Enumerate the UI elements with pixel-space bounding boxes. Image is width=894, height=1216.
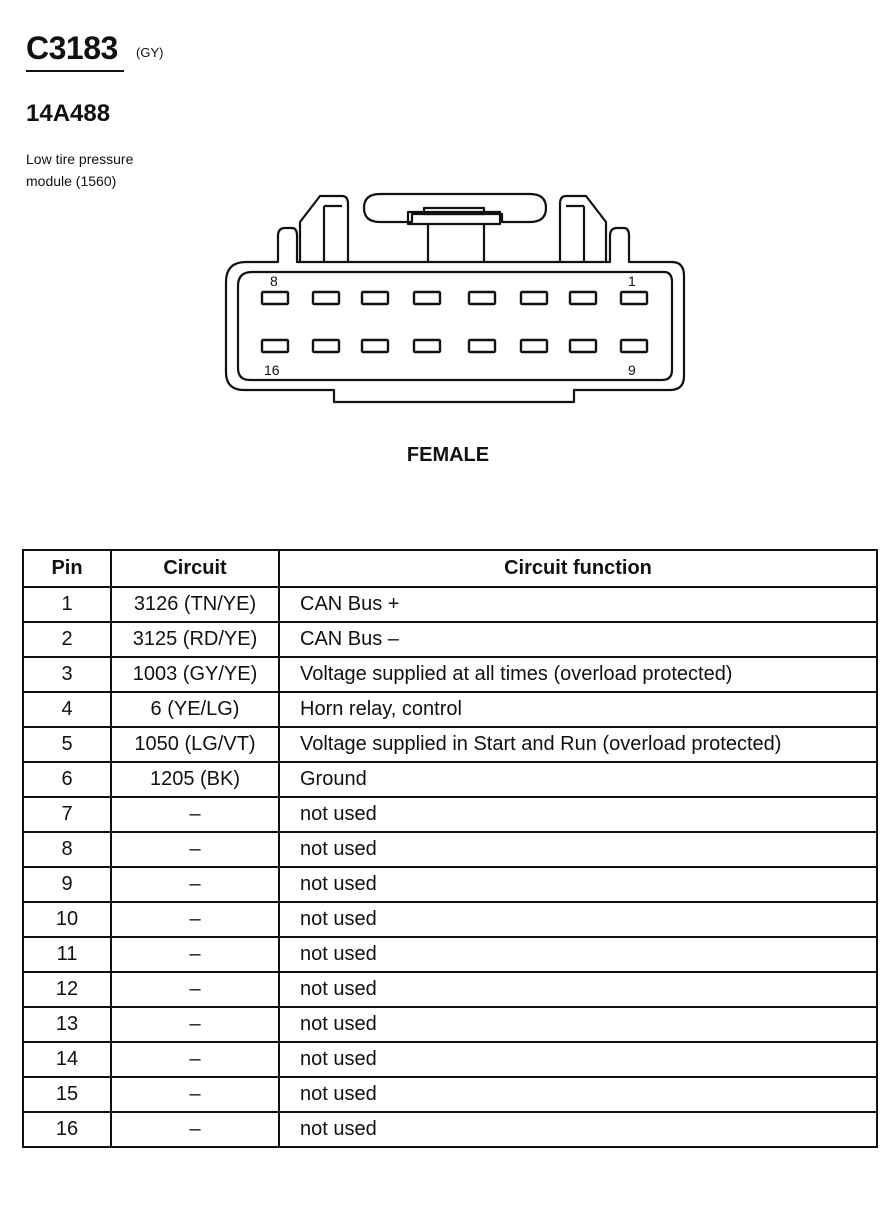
table-header-row xyxy=(23,550,877,587)
pin-cell: 4 xyxy=(23,692,111,727)
pin-cell: 16 xyxy=(23,1112,111,1147)
circuit-cell: 1205 (BK) xyxy=(111,762,279,797)
function-cell: Voltage supplied in Start and Run (overload protected) xyxy=(279,727,877,762)
circuit-cell: – xyxy=(111,972,279,1007)
function-cell: Ground xyxy=(279,762,877,797)
function-cell: not used xyxy=(279,797,877,832)
pin-cavity-11 xyxy=(521,340,547,352)
table-row xyxy=(23,1112,877,1147)
header-pin: Pin xyxy=(23,550,111,587)
module-description-line1: Low tire pressure xyxy=(26,151,134,167)
circuit-cell: 6 (YE/LG) xyxy=(111,692,279,727)
pin-cell: 5 xyxy=(23,727,111,762)
pin-cell: 13 xyxy=(23,1007,111,1042)
circuit-cell: – xyxy=(111,1007,279,1042)
table-row xyxy=(23,797,877,832)
pin-cell: 1 xyxy=(23,587,111,622)
function-cell: not used xyxy=(279,1077,877,1112)
circuit-cell: 1050 (LG/VT) xyxy=(111,727,279,762)
function-cell: not used xyxy=(279,1112,877,1147)
table-row xyxy=(23,937,877,972)
pin-cell: 15 xyxy=(23,1077,111,1112)
function-cell: Horn relay, control xyxy=(279,692,877,727)
circuit-cell: – xyxy=(111,937,279,972)
circuit-cell: – xyxy=(111,1042,279,1077)
pin-label-8: 8 xyxy=(270,273,278,289)
table-row xyxy=(23,587,877,622)
pin-cavity-13 xyxy=(414,340,440,352)
circuit-cell: 1003 (GY/YE) xyxy=(111,657,279,692)
pin-cell: 3 xyxy=(23,657,111,692)
pin-cell: 10 xyxy=(23,902,111,937)
pin-cavity-16 xyxy=(262,340,288,352)
function-cell: not used xyxy=(279,867,877,902)
module-description-line2: module (1560) xyxy=(26,173,117,189)
pin-cavity-9 xyxy=(621,340,647,352)
pin-cavity-6 xyxy=(362,292,388,304)
pin-cavity-15 xyxy=(313,340,339,352)
pin-cavity-10 xyxy=(570,340,596,352)
circuit-cell: – xyxy=(111,832,279,867)
pin-cavity-7 xyxy=(313,292,339,304)
table-row xyxy=(23,762,877,797)
connector-id: C3183 xyxy=(26,30,118,66)
gender-label: FEMALE xyxy=(406,444,490,466)
circuit-cell: – xyxy=(111,867,279,902)
pin-cavity-8 xyxy=(262,292,288,304)
pin-table xyxy=(22,549,878,1148)
pin-cell: 8 xyxy=(23,832,111,867)
table-row xyxy=(23,727,877,762)
circuit-cell: – xyxy=(111,1112,279,1147)
pin-cell: 9 xyxy=(23,867,111,902)
pin-cell: 6 xyxy=(23,762,111,797)
table-row xyxy=(23,692,877,727)
circuit-cell: – xyxy=(111,797,279,832)
pin-cavities xyxy=(262,292,647,352)
table-row xyxy=(23,972,877,1007)
function-cell: not used xyxy=(279,1007,877,1042)
pin-cell: 7 xyxy=(23,797,111,832)
table-row xyxy=(23,1077,877,1112)
table-row xyxy=(23,1042,877,1077)
header-function: Circuit function xyxy=(279,550,877,587)
pin-cavity-2 xyxy=(570,292,596,304)
connector-housing xyxy=(226,228,684,402)
table-row xyxy=(23,622,877,657)
pin-label-9: 9 xyxy=(628,362,636,378)
function-cell: not used xyxy=(279,902,877,937)
function-cell: not used xyxy=(279,832,877,867)
connector-color: (GY) xyxy=(136,45,164,60)
pin-cell: 11 xyxy=(23,937,111,972)
function-cell: CAN Bus – xyxy=(279,622,877,657)
pin-cavity-1 xyxy=(621,292,647,304)
circuit-cell: – xyxy=(111,902,279,937)
function-cell: Voltage supplied at all times (overload protected) xyxy=(279,657,877,692)
pin-cavity-5 xyxy=(414,292,440,304)
table-row xyxy=(23,867,877,902)
function-cell: CAN Bus + xyxy=(279,587,877,622)
table-row xyxy=(23,657,877,692)
header-circuit: Circuit xyxy=(111,550,279,587)
connector-face-diagram xyxy=(0,0,894,480)
pin-cavity-14 xyxy=(362,340,388,352)
connector-inner-face xyxy=(238,272,672,380)
pin-label-1: 1 xyxy=(628,273,636,289)
pin-cavity-4 xyxy=(469,292,495,304)
center-key xyxy=(428,224,484,262)
table-row xyxy=(23,1007,877,1042)
pin-cell: 14 xyxy=(23,1042,111,1077)
pin-cavity-3 xyxy=(521,292,547,304)
circuit-cell: 3125 (RD/YE) xyxy=(111,622,279,657)
table-row xyxy=(23,902,877,937)
pin-cell: 2 xyxy=(23,622,111,657)
pin-cell: 12 xyxy=(23,972,111,1007)
pin-label-16: 16 xyxy=(264,362,280,378)
function-cell: not used xyxy=(279,972,877,1007)
pin-cavity-12 xyxy=(469,340,495,352)
function-cell: not used xyxy=(279,937,877,972)
circuit-cell: 3126 (TN/YE) xyxy=(111,587,279,622)
table-row xyxy=(23,832,877,867)
part-number: 14A488 xyxy=(26,100,111,127)
circuit-cell: – xyxy=(111,1077,279,1112)
function-cell: not used xyxy=(279,1042,877,1077)
